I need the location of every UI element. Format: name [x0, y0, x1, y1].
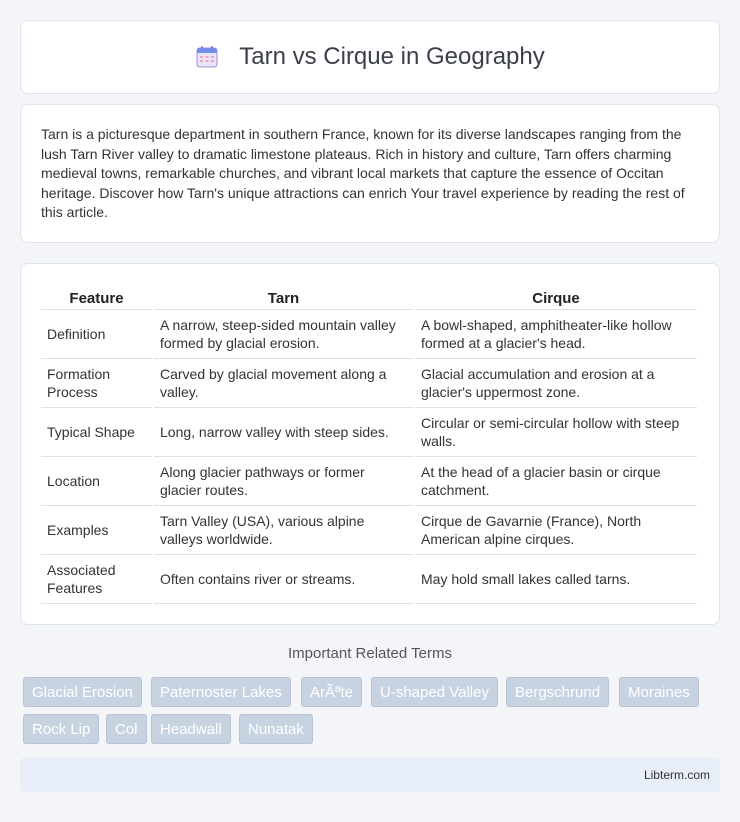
calendar-icon [195, 45, 219, 69]
tag-glacial-erosion[interactable]: Glacial Erosion [23, 677, 142, 707]
header-tarn: Tarn [267, 289, 300, 307]
cell-tarn: Long, narrow valley with steep sides. [154, 407, 413, 456]
cell-feature: Typical Shape [41, 407, 152, 456]
footer-site-link[interactable]: Libterm.com [643, 768, 710, 782]
cell-tarn: Along glacier pathways or former glacier routes. [154, 456, 413, 505]
cell-tarn: Tarn Valley (USA), various alpine valleys worldwide. [154, 505, 413, 554]
footer [20, 758, 720, 792]
table-row [41, 554, 697, 604]
cell-feature: Definition [41, 309, 152, 358]
tag-moraines[interactable]: Moraines [619, 677, 699, 707]
tag-u-shaped-valley[interactable]: U-shaped Valley [371, 677, 498, 707]
cell-cirque: May hold small lakes called tarns. [415, 554, 697, 604]
tag-nunatak[interactable]: Nunatak [239, 714, 313, 744]
tag-arete[interactable]: ArÃªte [301, 677, 362, 707]
header-feature: Feature [69, 289, 124, 307]
cell-tarn: Often contains river or streams. [154, 554, 413, 604]
table-row [41, 456, 697, 505]
table-row [41, 407, 697, 456]
related-terms-title: Important Related Terms [288, 645, 452, 662]
cell-feature: Location [41, 456, 152, 505]
tag-bergschrund[interactable]: Bergschrund [506, 677, 609, 707]
cell-feature: Examples [41, 505, 152, 554]
cell-tarn: Carved by glacial movement along a valley. [154, 358, 413, 407]
header-card [20, 20, 720, 94]
tag-paternoster-lakes[interactable]: Paternoster Lakes [151, 677, 291, 707]
tag-rock-lip[interactable]: Rock Lip [23, 714, 99, 744]
cell-feature: Associated Features [41, 554, 152, 604]
cell-cirque: A bowl-shaped, amphitheater-like hollow formed at a glacier's head. [415, 309, 697, 358]
table-header-row [41, 284, 697, 309]
page-title: Tarn vs Cirque in Geography [239, 43, 545, 70]
tag-col[interactable]: Col [106, 714, 147, 744]
intro-card [20, 104, 720, 243]
tag-headwall[interactable]: Headwall [151, 714, 231, 744]
cell-cirque: At the head of a glacier basin or cirque catchment. [415, 456, 697, 505]
header-cirque: Cirque [532, 289, 580, 307]
intro-text: Tarn is a picturesque department in southern France, known for its diverse landscapes ranging from the lush Tarn River valley to dramatic limestone plateaus. Rich in history and culture, Tarn offers charming medieval towns, remarkable churches, and vibrant local markets that capture the essence of Occitan heritage. Discover how Tarn's unique attractions can enrich Your travel experience by reading the rest of this article. [41, 126, 685, 221]
table-row [41, 309, 697, 358]
comparison-card [20, 263, 720, 625]
cell-cirque: Circular or semi-circular hollow with steep walls. [415, 407, 697, 456]
cell-cirque: Cirque de Gavarnie (France), North American alpine cirques. [415, 505, 697, 554]
cell-cirque: Glacial accumulation and erosion at a glacier's uppermost zone. [415, 358, 697, 407]
cell-tarn: A narrow, steep-sided mountain valley formed by glacial erosion. [154, 309, 413, 358]
comparison-table [39, 284, 699, 604]
table-row [41, 358, 697, 407]
cell-feature: Formation Process [41, 358, 152, 407]
table-row [41, 505, 697, 554]
